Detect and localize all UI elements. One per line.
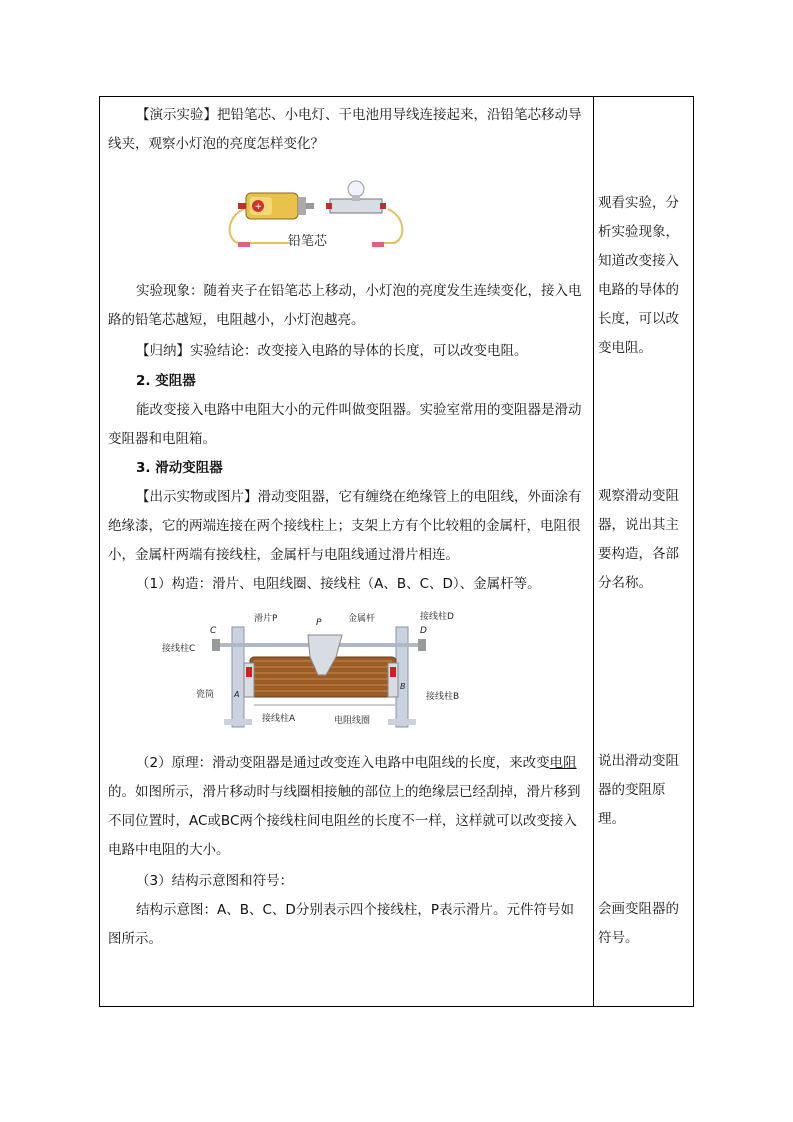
label-porcelain: 瓷筒 <box>196 690 215 700</box>
principle-text-end: 的。如图所示，滑片移动时与线圈相接触的部位上的绝缘层已经刮掉，滑片移到不同位置时，AC或BC两个接线柱间电阻丝的长度不一样，这样就可以改变接入电路中电阻的大小。 <box>108 784 581 858</box>
side-note-4: 会画变阻器的符号。 <box>598 901 679 946</box>
label-slider-p: 滑片P <box>254 614 278 624</box>
phenomenon-paragraph: 实验现象：随着夹子在铅笔芯上移动，小灯泡的亮度发生连续变化，接入电路的铅笔芯越短，电阻越小，小灯泡越亮。 <box>108 283 582 328</box>
column-divider <box>593 97 594 1006</box>
svg-text:+: + <box>254 202 263 212</box>
structure-paragraph: （1）构造：滑片、电阻线圈、接线柱（A、B、C、D）、金属杆等。 <box>136 576 541 592</box>
symbol-paragraph: 结构示意图：A、B、C、D分别表示四个接线柱，P表示滑片。元件符号如图所示。 <box>108 902 574 947</box>
side-note-3: 说出滑动变阻器的变阻原理。 <box>598 753 679 827</box>
heading-varistor: 2. 变阻器 <box>136 373 196 389</box>
side-note-2: 观察滑动变阻器，说出其主要构造，各部分名称。 <box>598 488 679 591</box>
varistor-paragraph: 能改变接入电路中电阻大小的元件叫做变阻器。实验室常用的变阻器是滑动变阻器和电阻箱。 <box>108 402 582 447</box>
pencil-lead-circuit-figure <box>222 179 407 255</box>
label-terminal-a: 接线柱A <box>262 714 296 724</box>
label-d: D <box>420 626 427 636</box>
principle-text-start: （2）原理：滑动变阻器是通过改变连入电路中电阻线的长度，来改变 <box>136 755 550 771</box>
label-a: A <box>234 690 240 699</box>
lesson-table <box>99 96 694 1007</box>
label-terminal-d: 接线柱D <box>420 612 454 622</box>
figure1-label: 铅笔芯 <box>288 234 328 249</box>
label-coil: 电阻线圈 <box>334 716 371 726</box>
heading-sliding-rheostat: 3. 滑动变阻器 <box>136 460 223 476</box>
label-b: B <box>400 682 406 691</box>
label-terminal-c: 接线柱C <box>162 644 196 654</box>
side-note-1: 观看实验，分析实验现象，知道改变接入电路的导体的长度，可以改变电阻。 <box>598 195 679 356</box>
label-rod: 金属杆 <box>348 614 376 624</box>
show-paragraph: 【出示实物或图片】滑动变阻器，它有缠绕在绝缘管上的电阻线，外面涂有绝缘漆，它的两端连接在两个接线柱上；支架上方有个比较粗的金属杆，电阻很小，金属杆两端有接线柱，金属杆与电阻线通过滑片相连。 <box>108 489 582 563</box>
sliding-rheostat-figure <box>158 609 468 731</box>
label-c: C <box>210 626 217 636</box>
principle-underlined: 电阻 <box>549 755 577 771</box>
demo-paragraph: 【演示实验】把铅笔芯、小电灯、干电池用导线连接起来，沿铅笔芯移动导线夹，观察小灯泡的亮度怎样变化？ <box>108 107 582 152</box>
label-p: P <box>316 618 322 628</box>
summary-paragraph: 【归纳】实验结论：改变接入电路的导体的长度，可以改变电阻。 <box>136 343 528 359</box>
principle-paragraph <box>108 749 586 865</box>
label-terminal-b: 接线柱B <box>426 692 460 702</box>
symbol-heading: （3）结构示意图和符号： <box>136 873 294 889</box>
